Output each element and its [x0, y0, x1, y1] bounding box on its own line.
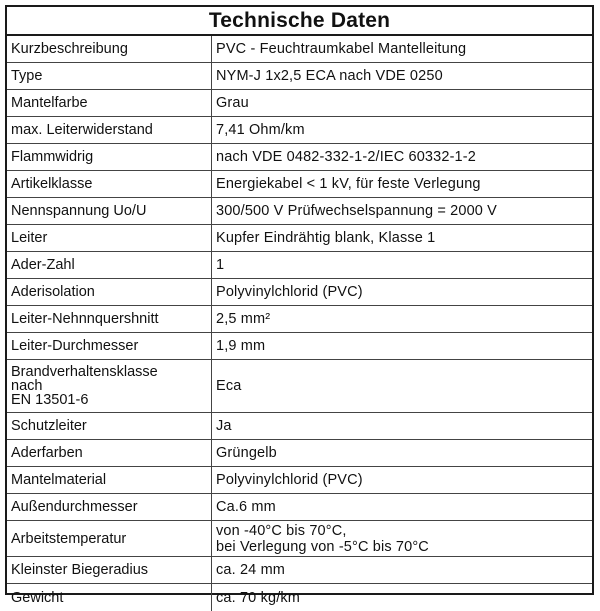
row-label: Leiter-Nehnnquershnitt — [7, 306, 212, 332]
row-label: Aderfarben — [7, 440, 212, 466]
table-row — [7, 171, 592, 198]
row-value: Grau — [216, 95, 249, 111]
row-value: ca. 24 mm — [216, 562, 286, 578]
table-row — [7, 360, 592, 413]
table-row — [7, 63, 592, 90]
row-label: Nennspannung Uo/U — [7, 198, 212, 224]
table-row — [7, 584, 592, 611]
row-value: Ja — [216, 418, 232, 434]
table-row — [7, 198, 592, 225]
row-value: Eca — [216, 378, 242, 394]
row-value: 2,5 mm² — [216, 311, 271, 327]
row-label: Kurzbeschreibung — [7, 36, 212, 62]
table-row — [7, 440, 592, 467]
row-value: 1 — [216, 257, 225, 273]
table-row — [7, 413, 592, 440]
table-title: Technische Daten — [7, 7, 592, 36]
row-label: max. Leiterwiderstand — [7, 117, 212, 143]
table-row — [7, 117, 592, 144]
row-value: PVC - Feuchtraumkabel Mantelleitung — [216, 41, 467, 57]
table-row — [7, 225, 592, 252]
row-label: Mantelmaterial — [7, 467, 212, 493]
table-row — [7, 144, 592, 171]
row-value: Grüngelb — [216, 445, 277, 461]
row-value: Ca.6 mm — [216, 499, 276, 515]
table-row — [7, 557, 592, 584]
table-row — [7, 252, 592, 279]
row-value: Polyvinylchlorid (PVC) — [216, 472, 363, 488]
row-label: Leiter — [7, 225, 212, 251]
row-label: Type — [7, 63, 212, 89]
row-label: Arbeitstemperatur — [7, 521, 212, 556]
row-value: 300/500 V Prüfwechselspannung = 2000 V — [216, 203, 498, 219]
table-row — [7, 333, 592, 360]
row-label: Kleinster Biegeradius — [7, 557, 212, 583]
row-value: von -40°C bis 70°C, bei Verlegung von -5°C bis 70°C — [216, 522, 429, 555]
row-label: Gewicht — [7, 584, 212, 611]
table-row — [7, 36, 592, 63]
table-row — [7, 306, 592, 333]
row-label: Flammwidrig — [7, 144, 212, 170]
row-value: Energiekabel < 1 kV, für feste Verlegung — [216, 176, 481, 192]
row-value: nach VDE 0482-332-1-2/IEC 60332-1-2 — [216, 149, 476, 165]
row-value: Polyvinylchlorid (PVC) — [216, 284, 363, 300]
row-label: Leiter-Durchmesser — [7, 333, 212, 359]
row-label: Außendurchmesser — [7, 494, 212, 520]
row-label: Mantelfarbe — [7, 90, 212, 116]
row-label: Brandverhaltensklasse nach EN 13501-6 — [7, 360, 212, 412]
table-row — [7, 521, 592, 557]
row-value: 7,41 Ohm/km — [216, 122, 305, 138]
row-label: Schutzleiter — [7, 413, 212, 439]
table-row — [7, 279, 592, 306]
technical-data-table — [5, 5, 594, 606]
table-row — [7, 467, 592, 494]
row-value: ca. 70 kg/km — [216, 589, 300, 606]
table-row — [7, 90, 592, 117]
table-row — [7, 494, 592, 521]
row-value: NYM-J 1x2,5 ECA nach VDE 0250 — [216, 68, 443, 84]
row-value: Kupfer Eindrähtig blank, Klasse 1 — [216, 230, 436, 246]
row-value: 1,9 mm — [216, 338, 266, 354]
row-label: Aderisolation — [7, 279, 212, 305]
row-label: Artikelklasse — [7, 171, 212, 197]
row-label: Ader-Zahl — [7, 252, 212, 278]
